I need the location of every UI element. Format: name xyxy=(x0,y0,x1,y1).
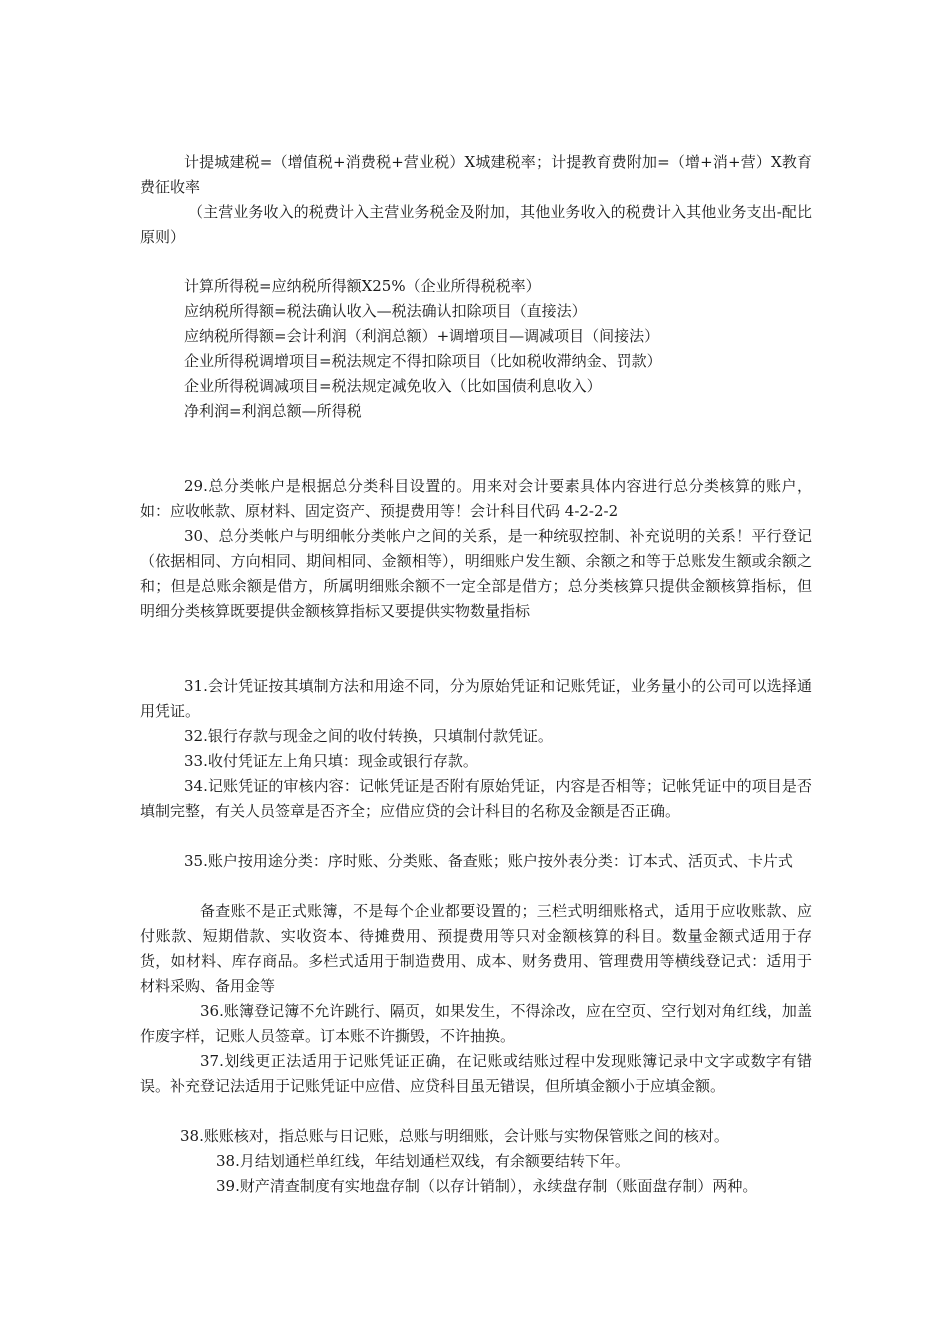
paragraph-item-39: 39.财产清查制度有实地盘存制（以存计销制），永续盘存制（账面盘存制）两种。 xyxy=(216,1177,758,1195)
paragraph-item-37: 37.划线更正法适用于记账凭证正确，在记账或结账过程中发现账簿记录中文字或数字有错误。补充登记法适用于记账凭证中应借、应贷科目虽无错误，但所填金额小于应填金额。 xyxy=(140,1052,812,1095)
paragraph-item-30: 30、总分类帐户与明细帐分类帐户之间的关系，是一种统驭控制、补充说明的关系！平行登记（依据相同、方向相同、期间相同、金额相等），明细账户发生额、余额之和等于总账发生额或余额之和；但是总账余额是借方，所属明细账余额不一定全部是借方；总分类核算只提供金额核算指标，但明细分类核算既要提供金额核算指标又要提供实物数量指标 xyxy=(140,527,812,620)
paragraph-item-36: 36.账簿登记簿不允许跳行、隔页，如果发生，不得涂改，应在空页、空行划对角红线，加盖作废字样，记账人员签章。订本账不许撕毁，不许抽换。 xyxy=(140,1002,812,1045)
paragraph-taxable-income-direct: 应纳税所得额=税法确认收入—税法确认扣除项目（直接法） xyxy=(184,302,587,320)
paragraph-income-tax-formula: 计算所得税=应纳税所得额X25%（企业所得税税率） xyxy=(184,277,541,295)
paragraph-tax-increase-items: 企业所得税调增项目=税法规定不得扣除项目（比如税收滞纳金、罚款） xyxy=(184,352,662,370)
paragraph-item-33: 33.收付凭证左上角只填：现金或银行存款。 xyxy=(184,752,478,770)
paragraph-taxable-income-indirect: 应纳税所得额=会计利润（利润总额）+调增项目—调减项目（间接法） xyxy=(184,327,660,345)
paragraph-net-profit: 净利润=利润总额—所得税 xyxy=(184,402,362,420)
paragraph-item-38-closing: 38.月结划通栏单红线，年结划通栏双线，有余额要结转下年。 xyxy=(216,1152,630,1170)
paragraph-memo-ledger: 备查账不是正式账簿，不是每个企业都要设置的；三栏式明细账格式，适用于应收账款、应付账款、短期借款、实收资本、待摊费用、预提费用等只对金额核算的科目。数量金额式适用于存货，如材料、库存商品。多栏式适用于制造费用、成本、财务费用、管理费用等横线登记式：适用于材料采购、备用金等 xyxy=(140,902,812,995)
paragraph-tax-decrease-items: 企业所得税调减项目=税法规定减免收入（比如国债利息收入） xyxy=(184,377,602,395)
paragraph-item-38-reconciliation: 38.账账核对，指总账与日记账，总账与明细账，会计账与实物保管账之间的核对。 xyxy=(180,1127,729,1145)
paragraph-item-35: 35.账户按用途分类：序时账、分类账、备查账；账户按外表分类：订本式、活页式、卡片式 xyxy=(184,852,793,870)
paragraph-item-32: 32.银行存款与现金之间的收付转换，只填制付款凭证。 xyxy=(184,727,553,745)
paragraph-city-tax: 计提城建税=（增值税+消费税+营业税）X城建税率；计提教育费附加=（增+消+营）X教育费征收率 xyxy=(140,153,812,196)
paragraph-item-29: 29.总分类帐户是根据总分类科目设置的。用来对会计要素具体内容进行总分类核算的账户，如：应收帐款、原材料、固定资产、预提费用等！会计科目代码 4-2-2-2 xyxy=(140,477,812,520)
paragraph-item-31: 31.会计凭证按其填制方法和用途不同，分为原始凭证和记账凭证，业务量小的公司可以选择通用凭证。 xyxy=(140,677,812,720)
paragraph-item-34: 34.记账凭证的审核内容：记帐凭证是否附有原始凭证，内容是否相等；记帐凭证中的项目是否填制完整，有关人员签章是否齐全；应借应贷的会计科目的名称及金额是否正确。 xyxy=(140,777,812,820)
paragraph-main-business-tax-note: （主营业务收入的税费计入主营业务税金及附加，其他业务收入的税费计入其他业务支出-配比原则） xyxy=(140,203,812,246)
